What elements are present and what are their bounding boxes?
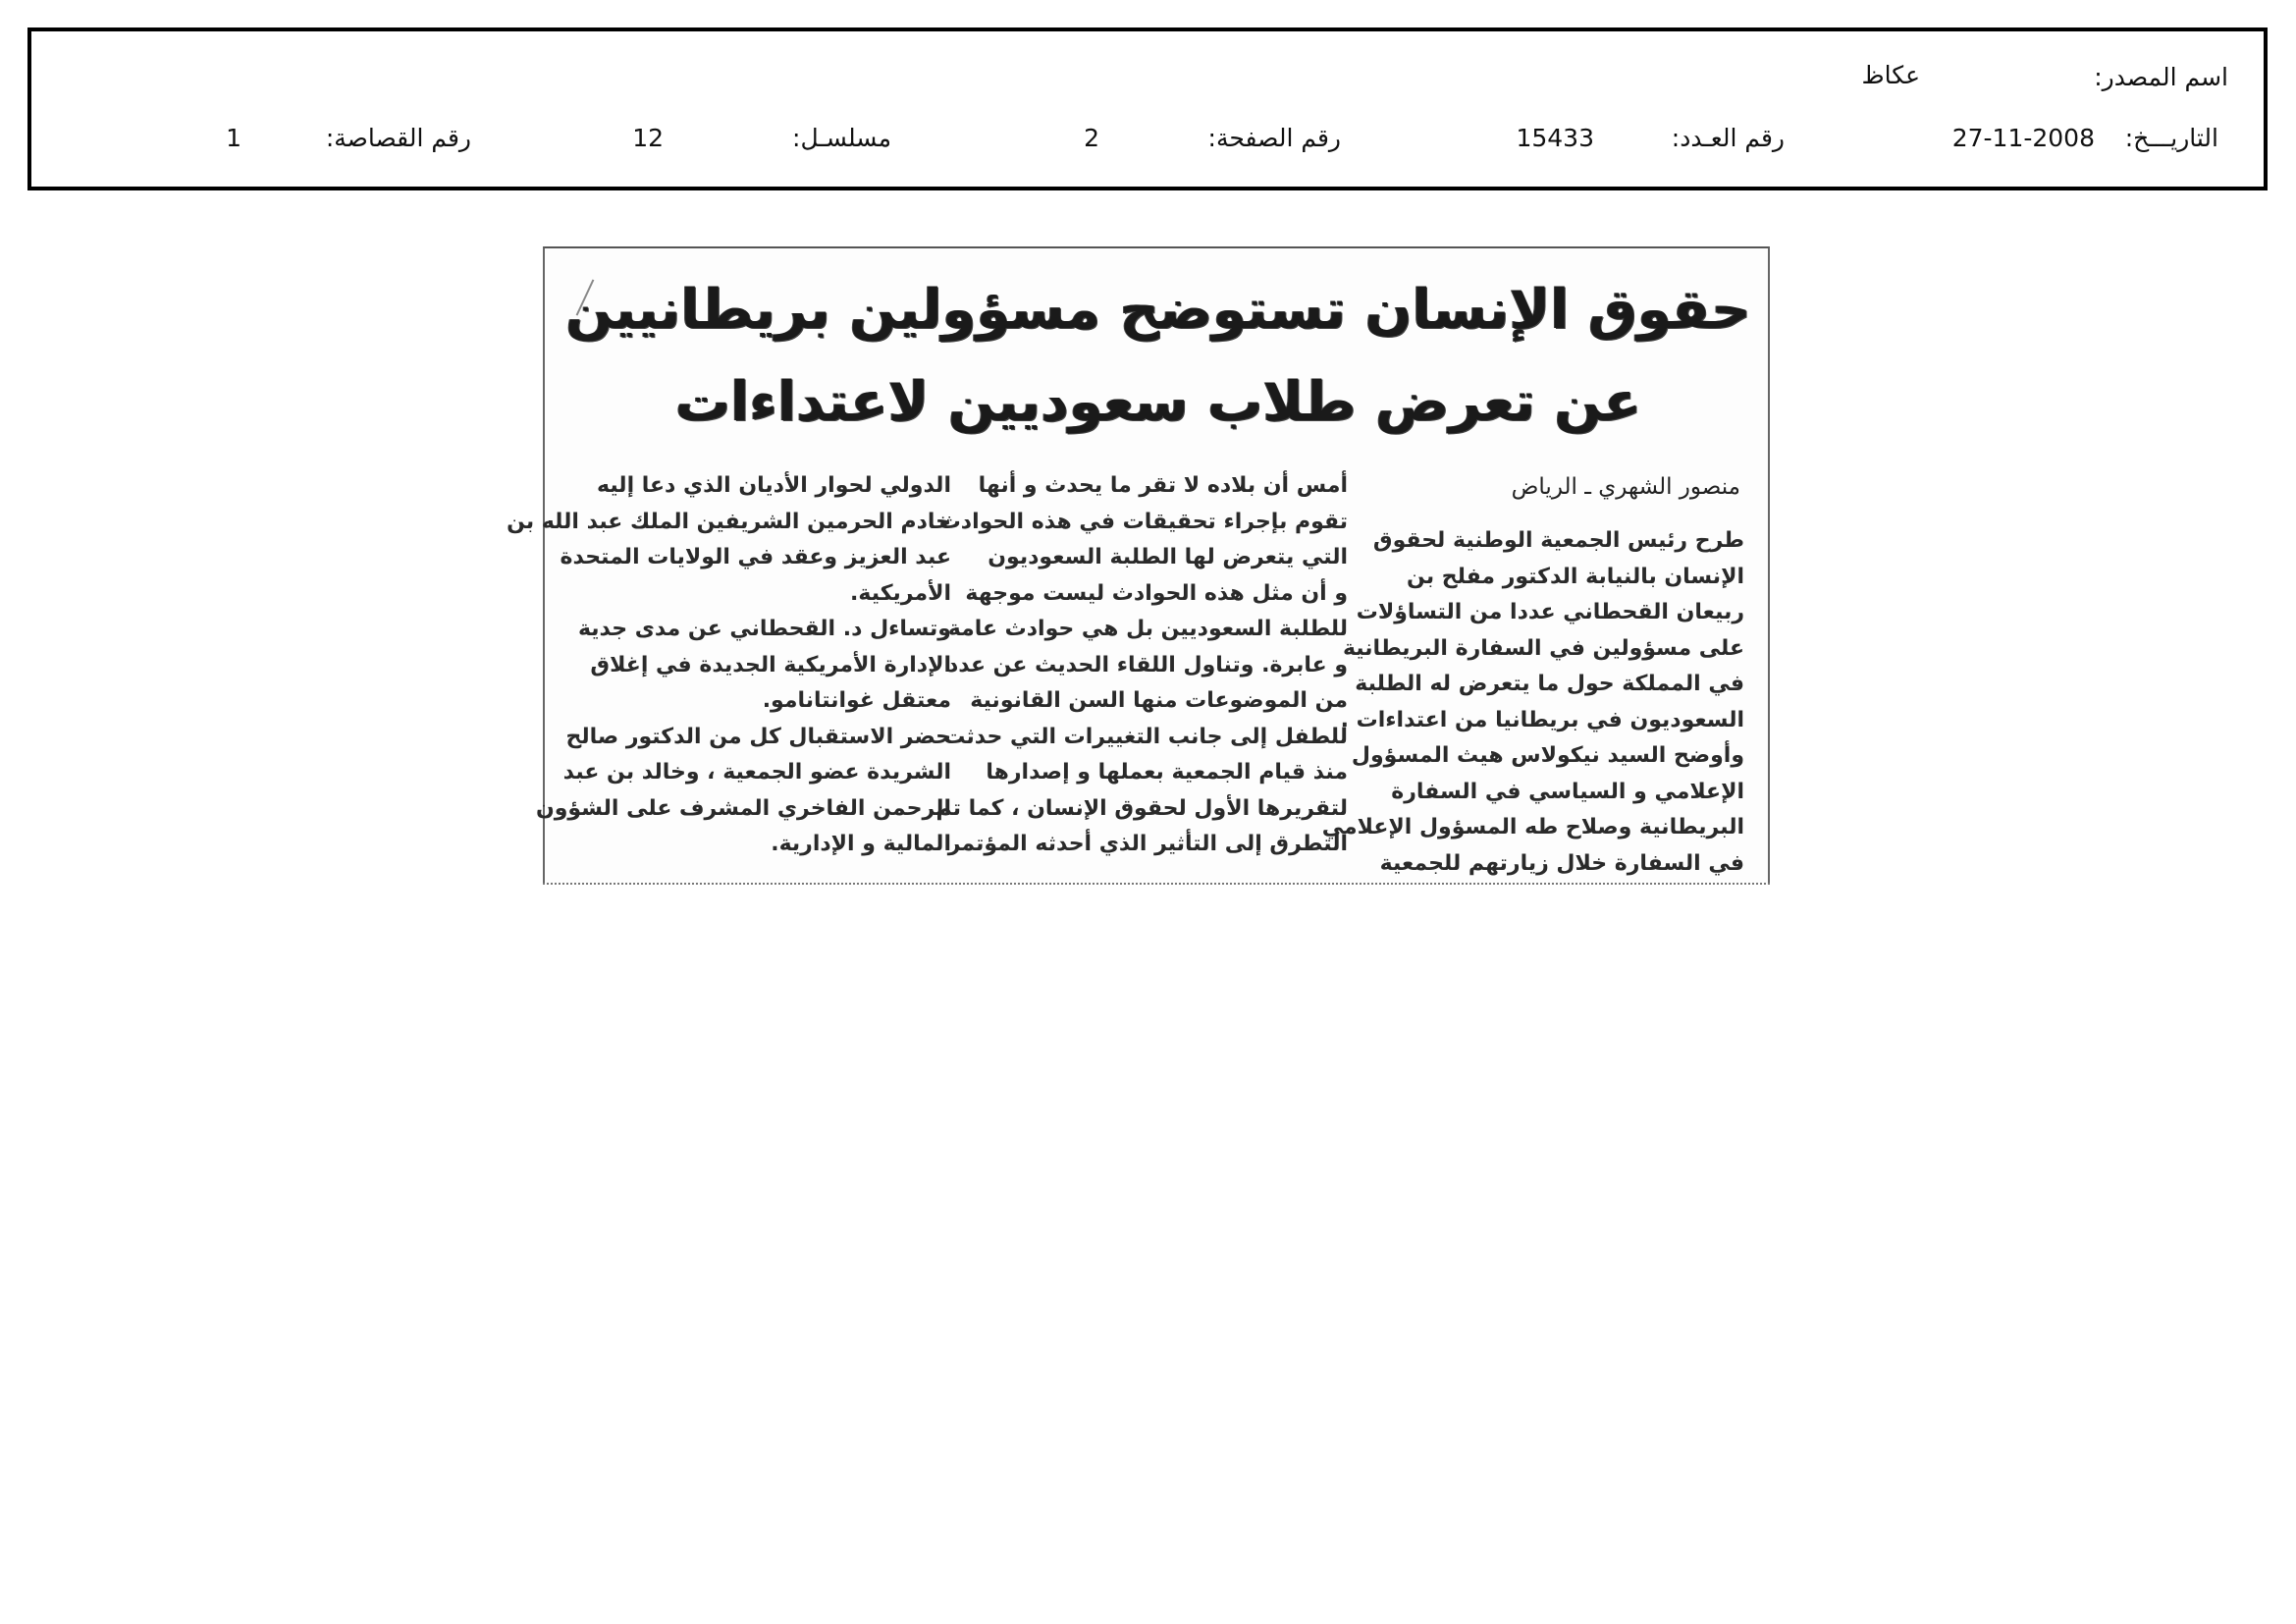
- column-line: تقوم بإجراء تحقيقات في هذه الحوادث: [938, 509, 1348, 534]
- column-line: الدولي لحوار الأديان الذي دعا إليه: [596, 473, 951, 498]
- column-line: عبد العزيز وعقد في الولايات المتحدة: [560, 545, 951, 569]
- column-line: على مسؤولين في السفارة البريطانية: [1342, 635, 1744, 661]
- column-line: و أن مثل هذه الحوادث ليست موجهة: [965, 580, 1348, 606]
- article-column-1: [1321, 523, 1744, 882]
- column-line: للطلبة السعوديين بل هي حوادث عامة: [947, 617, 1348, 641]
- column-line: و عابرة. وتناول اللقاء الحديث عن عدد: [946, 652, 1348, 677]
- column-line: الإدارة الأمريكية الجديدة في إغلاق: [590, 652, 951, 677]
- headline-line-1: حقوق الإنسان تستوضح مسؤولين بريطانيين: [565, 278, 1751, 342]
- column-line: في المملكة حول ما يتعرض له الطلبة: [1355, 672, 1744, 696]
- column-line: منذ قيام الجمعية بعملها و إصدارها: [986, 760, 1348, 785]
- date-value: 27-11-2008: [1951, 124, 2095, 152]
- column-line: خادم الحرمين الشريفين الملك عبد الله بن: [507, 509, 951, 534]
- clipping-bottom-edge: [543, 883, 1770, 885]
- column-line: الشريدة عضو الجمعية ، وخالد بن عبد: [562, 760, 951, 785]
- column-line: ربيعان القحطاني عددا من التساؤلات: [1356, 600, 1744, 624]
- serial-label: مسلسـل:: [792, 124, 891, 152]
- column-line: الإنسان بالنيابة الدكتور مفلح بن: [1407, 564, 1744, 589]
- column-line: معتقل غوانتانامو.: [762, 688, 951, 713]
- clip-number-value: 1: [226, 124, 241, 152]
- issue-label: رقم العـدد:: [1671, 124, 1785, 152]
- article-column-3: [507, 468, 951, 863]
- column-line: حضر الاستقبال كل من الدكتور صالح: [565, 724, 951, 749]
- column-line: المالية و الإدارية.: [771, 832, 951, 856]
- column-line: البريطانية وصلاح طه المسؤول الإعلامي: [1321, 815, 1744, 839]
- newspaper-clipping: [507, 246, 1770, 885]
- page-value: 2: [1084, 124, 1099, 152]
- column-line: للطفل إلى جانب التغييرات التي حدثت: [943, 724, 1348, 749]
- column-line: السعوديون في بريطانيا من اعتداءات .: [1340, 707, 1744, 732]
- source-value: عكاظ: [1861, 61, 1920, 89]
- column-line: لتقريرها الأول لحقوق الإنسان ، كما تم: [935, 795, 1348, 821]
- column-line: طرح رئيس الجمعية الوطنية لحقوق: [1372, 528, 1744, 553]
- column-line: التطرق إلى التأثير الذي أحدثه المؤتمر: [947, 832, 1348, 856]
- column-line: أمس أن بلاده لا تقر ما يحدث و أنها: [978, 473, 1348, 498]
- article-column-2: [935, 468, 1348, 863]
- column-line: وأوضح السيد نيكولاس هيث المسؤول: [1351, 743, 1744, 768]
- date-label: التاريـــخ:: [2124, 124, 2218, 152]
- column-line: الرحمن الفاخري المشرف على الشؤون: [535, 795, 951, 821]
- byline: منصور الشهري ـ الرياض: [1511, 474, 1740, 500]
- column-line: الأمريكية.: [850, 580, 951, 606]
- column-line: التي يتعرض لها الطلبة السعوديون: [988, 545, 1348, 569]
- source-label: اسم المصدر:: [2094, 63, 2228, 91]
- column-line: في السفارة خلال زيارتهم للجمعية: [1379, 850, 1744, 876]
- page-label: رقم الصفحة:: [1207, 124, 1341, 152]
- clip-number-label: رقم القصاصة:: [325, 124, 471, 152]
- column-line: من الموضوعات منها السن القانونية: [970, 688, 1348, 713]
- clipping-metadata-box: [27, 27, 2268, 190]
- column-line: الإعلامي و السياسي في السفارة: [1391, 779, 1744, 804]
- headline-line-2: عن تعرض طلاب سعوديين لاعتداءات: [674, 370, 1642, 434]
- issue-value: 15433: [1516, 124, 1594, 152]
- column-line: وتساءل د. القحطاني عن مدى جدية: [577, 617, 951, 641]
- serial-value: 12: [632, 124, 664, 152]
